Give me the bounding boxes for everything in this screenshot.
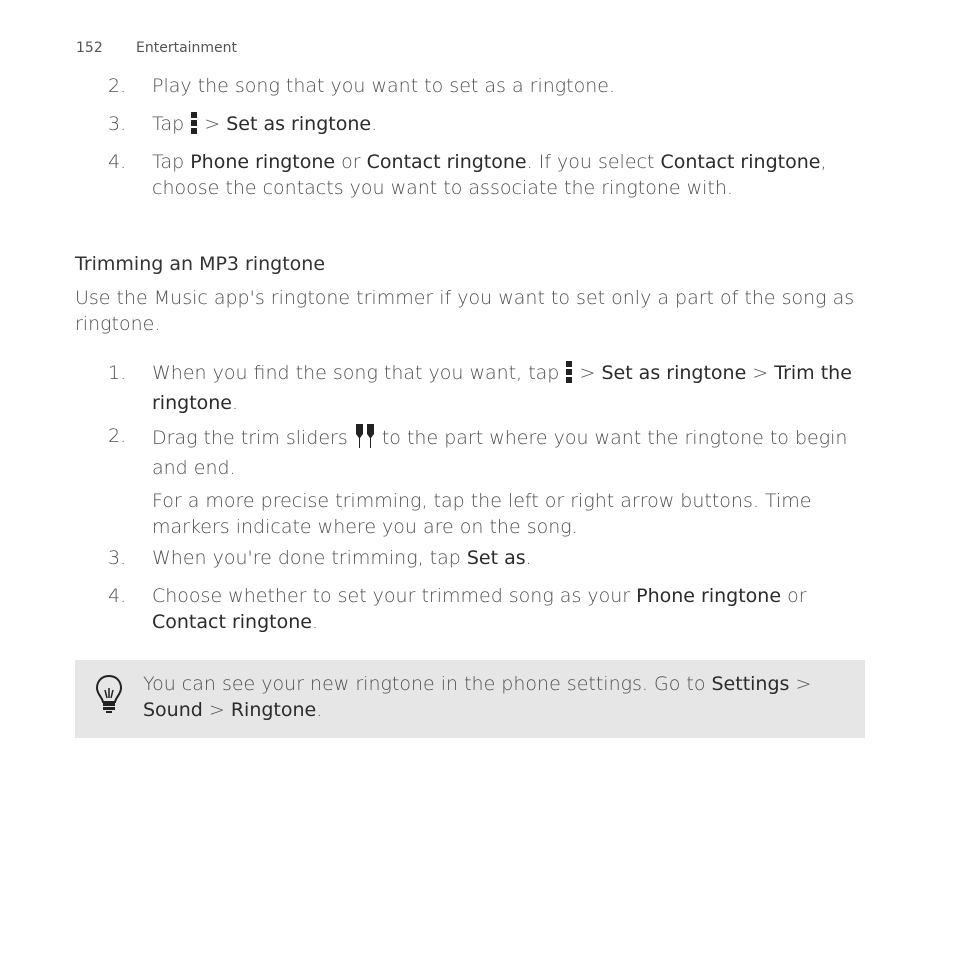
step-text-post: . xyxy=(311,610,319,633)
step-number: 3. xyxy=(108,113,127,135)
step-number: 2. xyxy=(108,75,127,97)
section-heading: Trimming an MP3 ringtone xyxy=(75,253,326,275)
step-number: 4. xyxy=(108,585,127,607)
step-text xyxy=(152,584,858,635)
list-item xyxy=(108,584,858,635)
step-text-pre: Choose whether to set your trimmed song as your xyxy=(152,585,637,607)
menu-label: Trim the ringtone xyxy=(152,362,852,414)
step-text-pre: When you find the song that you want, tap xyxy=(152,362,560,384)
step-text-sep: or xyxy=(335,151,367,173)
option-label: Set as xyxy=(466,547,526,569)
settings-path-ringtone: Ringtone xyxy=(230,698,317,721)
step-text-sep: > xyxy=(579,362,596,384)
step-text-post: . xyxy=(371,113,378,135)
page-number: 152 xyxy=(76,40,103,56)
settings-path-settings: Settings xyxy=(711,673,790,695)
step-note: For a more precise trimming, tap the left or right arrow buttons. Time markers indicate where you are on the song. xyxy=(152,490,812,538)
menu-label: Set as ringtone xyxy=(601,362,747,384)
step-text-post: . xyxy=(232,391,239,414)
list-item xyxy=(108,150,858,201)
step-text-pre: When you're done trimming, tap xyxy=(152,547,467,569)
menu-label: Set as ringtone xyxy=(226,113,372,135)
step-text-sep: > xyxy=(746,362,775,384)
tip-text-post: . xyxy=(316,698,323,721)
page-header xyxy=(76,40,237,56)
step-number: 4. xyxy=(108,151,127,173)
step-text xyxy=(152,424,858,481)
section-name: Entertainment xyxy=(136,40,238,56)
path-sep: > xyxy=(202,698,231,721)
step-number: 2. xyxy=(108,425,127,447)
step-text-sep: . If you select xyxy=(526,151,661,173)
step-text xyxy=(152,361,858,416)
option-label: Contact ringtone xyxy=(660,151,821,173)
step-text-post: to the part where you want the ringtone to begin and end. xyxy=(152,427,848,479)
step-text xyxy=(152,112,858,142)
more-options-icon xyxy=(565,361,573,391)
list-item xyxy=(108,361,858,416)
path-sep: > xyxy=(789,673,812,695)
step-text: Play the song that you want to set as a ringtone. xyxy=(152,75,616,97)
step-text-post: , choose the contacts you want to associate the ringtone with. xyxy=(152,151,827,199)
tip-text-pre: You can see your new ringtone in the phone settings. Go to xyxy=(143,673,712,695)
step-text-post: . xyxy=(525,547,532,569)
list-item xyxy=(108,74,858,100)
step-text xyxy=(152,150,858,201)
tip-box xyxy=(75,660,865,738)
list-item xyxy=(108,546,858,572)
step-text xyxy=(152,546,858,572)
option-label: Phone ringtone xyxy=(636,585,782,607)
list-item xyxy=(108,112,858,142)
lightbulb-icon xyxy=(95,674,123,718)
step-number: 3. xyxy=(108,547,127,569)
step-text-pre: Tap xyxy=(152,113,185,135)
trim-slider-icon xyxy=(354,424,376,456)
tip-text xyxy=(143,672,843,723)
more-options-icon xyxy=(190,112,198,142)
settings-path-sound: Sound xyxy=(143,698,203,721)
step-text-sep: or xyxy=(781,585,807,607)
list-item xyxy=(108,424,858,540)
step-text-sep: > xyxy=(204,113,221,135)
step-text-pre: Tap xyxy=(152,151,191,173)
option-label: Phone ringtone xyxy=(190,151,336,173)
step-number: 1. xyxy=(108,362,127,384)
step-text-pre: Drag the trim sliders xyxy=(152,427,348,449)
intro-paragraph: Use the Music app's ringtone trimmer if you want to set only a part of the song as ringtone. xyxy=(75,287,855,335)
option-label: Contact ringtone xyxy=(366,151,527,173)
option-label: Contact ringtone xyxy=(152,610,312,633)
